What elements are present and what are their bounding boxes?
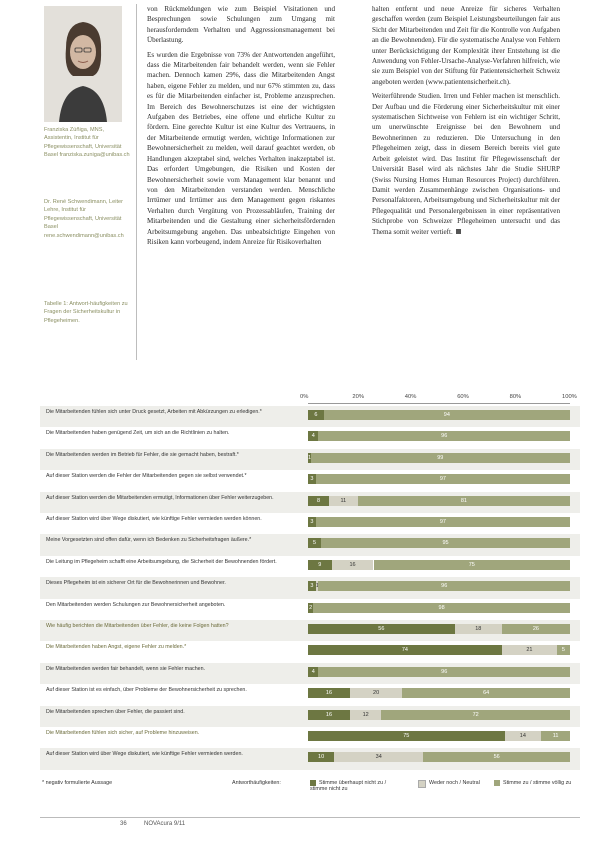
bar-segment-neutral: 34: [334, 752, 423, 762]
legend-item-disagree: Stimme überhaupt nicht zu / stimme nicht zu: [310, 780, 387, 792]
col1-paragraph-2: Es wurden die Ergebnisse von 73% der Antwortenden angeführt, dass die Mitarbeitenden fair behandelt werden, wenn sie Fehler machen. Dennoch kamen 29%, dass die Mitarbeitenden Angst haben, eigene Fehler zu melden, und nur 67% stimmten zu, dass es für die Mitarbeitenden einfacher ist, Probleme anzusprechen. Im Bereich des Bewohnerschutzes ist eine der wichtigsten Aufgaben des Betriebes, eine offene und ehrliche Kultur zu fördern. Eine gerechte Kultur ist eine Kultur des Vertrauens, in der Mitarbeitende ermutigt werden, wichtige Informationen zur Bewohnersicherheit zu melden, weil darauf geachtet werden, ob Handlungen akzeptabel sind, welches Verhalten inakzeptabel ist. Das erfordert Umgebungen, die Risiken und Kosten der Bewohnersicherheit sowie vom Management klar benannt und von den Mitarbeitenden verstanden werden. Menschliche Irrtümer und Irrtümer aus dem Management gegen riskantes Verhalten durch Vergütung von Prozessabläufen, Training der Mitarbeitenden und die Gestaltung einer sicherheitsfördernden Arbeitsumgebung angehen. Das unbeabsichtigte Eingehen von Risiken kann vorbeugend, indem Anreize für Risikoverhalten: [147, 50, 335, 246]
legend-label: Antworthäufigkeiten:: [232, 780, 281, 786]
bar-segment-disagree: 10: [308, 752, 334, 762]
portrait-image: [44, 6, 122, 122]
question-label: Auf dieser Station wird über Wege diskutiert, wie künftige Fehler vermieden werden.: [46, 751, 243, 758]
bar-segment-agree: 99: [311, 453, 570, 463]
magazine-name: NOVAcura 9/11: [144, 821, 186, 827]
stacked-bar: [308, 603, 570, 613]
bar-segment-neutral: 12: [350, 710, 381, 720]
bar-segment-agree: 96: [318, 581, 570, 591]
bar-segment-neutral: 11: [329, 496, 358, 506]
legend-swatch-neutral: [418, 780, 426, 788]
stacked-bar: [308, 581, 570, 591]
bar-segment-agree: 98: [313, 603, 570, 613]
legend-item-neutral: Weder noch / Neutral: [418, 780, 488, 788]
bar-segment-neutral: 21: [502, 645, 557, 655]
bar-segment-disagree: 8: [308, 496, 329, 506]
bar-segment-neutral: 16: [332, 560, 374, 570]
question-label: Wie häufig berichten die Mitarbeitenden über Fehler, die keine Folgen hatten?: [46, 623, 229, 629]
bar-segment-agree: 94: [324, 410, 570, 420]
axis-tick-label: 0%: [300, 394, 309, 400]
legend-swatch-agree: [494, 780, 500, 786]
stacked-bar: [308, 752, 570, 762]
bar-segment-disagree: 4: [308, 667, 318, 677]
stacked-bar: [308, 645, 570, 655]
bar-segment-agree: 75: [374, 560, 571, 570]
bar-segment-disagree: 56: [308, 624, 455, 634]
bar-segment-agree: 72: [381, 710, 570, 720]
text-column-1: [147, 4, 335, 247]
stacked-bar: [308, 710, 570, 720]
bar-segment-agree: 95: [321, 538, 570, 548]
bar-segment-disagree: 3: [308, 474, 316, 484]
col2-paragraph-2: [372, 91, 560, 237]
author-photo: [44, 6, 122, 122]
question-label: Den Mitarbeitenden werden Schulungen zur Bewohnersicherheit angeboten.: [46, 601, 226, 608]
question-label: Auf dieser Station werden die Fehler der Mitarbeitenden gegen sie selbst verwendet.*: [46, 473, 247, 480]
bar-segment-disagree: 75: [308, 731, 505, 741]
bar-segment-disagree: 74: [308, 645, 502, 655]
safety-culture-chart: [40, 372, 580, 780]
bar-segment-disagree: 4: [308, 431, 318, 441]
question-label: Die Mitarbeitenden werden fair behandelt, wenn sie Fehler machen.: [46, 665, 205, 672]
bar-segment-agree: 96: [318, 431, 570, 441]
col1-paragraph-1: von Rückmeldungen wie zum Beispiel Visitationen und Besprechungen sowie Schulungen zum Umgang mit herausforderndem Verhalten und Aggressionsmanagement bei Überlastung.: [147, 5, 335, 45]
bar-segment-disagree: 16: [308, 710, 350, 720]
table-caption: Tabelle 1: Antwort-häufigkeiten zu Fragen der Sicherheitskultur in Pflegeheimen.: [44, 301, 128, 324]
page-footer: [40, 817, 580, 832]
bar-segment-disagree: 6: [308, 410, 324, 420]
bar-segment-agree: 97: [316, 517, 570, 527]
col2-paragraph-2-text: Weiterführende Studien. Irren und Fehler machen ist menschlich. Der Aufbau und die Förderung einer Sicherheitskultur mit einer systematischen Sichtweise von Fehlern ist ein wichtiger Schritt, um unerwünschte Ereignisse bei den Bewohnern und Bewohnerinnen zu reduzieren. Die Untersuchung in den Pflegeheimen zeigt, dass in diesem Bereich bereits viel gute Arbeit geleistet wird. Das Institut für Pflegewissenschaft der Universität Basel wird als nächstes Jahr die Studie SHURP (Swiss Nursing Homes Human Resources Project) durchführen. Damit werden Zusammenhänge zwischen Organisations- und Personalfaktoren, Arbeitsumgebung und Sicherheitskultur mit der Pflegequalität und Personalergebnissen in einer repräsentativen Stichprobe von Schweizer Pflegeheimen untersucht und das Thema somit weiter vertieft.: [372, 92, 560, 236]
legend-note: * negativ formulierte Aussage: [42, 780, 113, 786]
author1-caption: Franziska Zúñiga, MNS, Assistentin, Institut für Pflegewissenschaft, Universität Basel franziska.zuniga@unibas.ch: [44, 127, 130, 159]
question-label: Auf dieser Station ist es einfach, über Probleme der Bewohnersicherheit zu sprechen.: [46, 687, 247, 694]
legend-item-agree: Stimme zu / stimme völlig zu: [494, 780, 578, 786]
col2-paragraph-1: halten entfernt und neue Anreize für sicheres Verhalten geschaffen werden (zum Beispiel Leistungsbeurteilungen fair aus Sicht der Mitarbeitenden und Zeit für die Kontrolle von Aufgaben an die Bewohnenden). Für die systematische Analyse von Fehlern unter Berücksichtigung der Komplexität ihrer Entstehung ist die Anwendung von Fehler-Ursache-Analyse-Verfahren hilfreich, wie sie zum Beispiel von der Stiftung für Patientensicherheit Schweiz angeboten werden (www.patientensicherheit.ch).: [372, 5, 560, 86]
bar-segment-agree: 96: [318, 667, 570, 677]
bar-segment-agree: 56: [423, 752, 570, 762]
column-divider: [136, 4, 137, 360]
bar-segment-disagree: 3: [308, 517, 316, 527]
stacked-bar: [308, 431, 570, 441]
axis-tick-label: 20%: [352, 394, 364, 400]
axis-tick-label: 60%: [457, 394, 469, 400]
bar-segment-agree: 5: [557, 645, 570, 655]
stacked-bar: [308, 453, 570, 463]
axis-tick-label: 40%: [404, 394, 417, 400]
bar-segment-agree: 11: [541, 731, 570, 741]
axis-tick-label: 80%: [509, 394, 522, 400]
stacked-bar: [308, 560, 570, 570]
axis-tick-label: 100%: [562, 394, 577, 400]
chart-legend: [40, 780, 580, 802]
bar-segment-disagree: 1: [308, 454, 312, 461]
stacked-bar: [308, 496, 570, 506]
stacked-bar: [308, 667, 570, 677]
question-label: Meine Vorgesetzten sind offen dafür, wenn ich Bedenken zu Sicherheitsfragen äußere.*: [46, 537, 252, 544]
text-column-2: [372, 4, 560, 237]
question-label: Die Mitarbeitenden fühlen sich unter Druck gesetzt, Arbeiten mit Abkürzungen zu erledigen.*: [46, 409, 262, 415]
bar-segment-disagree: 3: [308, 581, 316, 591]
bar-segment-neutral: 1: [315, 583, 319, 590]
stacked-bar: [308, 474, 570, 484]
bar-segment-neutral: 18: [455, 624, 502, 634]
bar-segment-neutral: 20: [350, 688, 402, 698]
stacked-bar: [308, 538, 570, 548]
end-of-article-icon: [456, 229, 461, 234]
stacked-bar: [308, 624, 570, 634]
bar-segment-disagree: 16: [308, 688, 350, 698]
question-label: Die Mitarbeitenden fühlen sich sicher, auf Probleme hinzuweisen.: [46, 730, 200, 736]
bar-segment-neutral: 14: [505, 731, 542, 741]
stacked-bar: [308, 517, 570, 527]
axis-line: [308, 403, 570, 404]
bar-segment-agree: 26: [502, 624, 570, 634]
question-label: Die Mitarbeitenden werden im Betrieb für Fehler, die sie gemacht haben, bestraft.*: [46, 451, 239, 458]
bar-segment-agree: 97: [316, 474, 570, 484]
stacked-bar: [308, 410, 570, 420]
question-label: Dieses Pflegeheim ist ein sicherer Ort für die Bewohnerinnen und Bewohner.: [46, 580, 226, 587]
question-label: Die Mitarbeitenden haben Angst, eigene Fehler zu melden.*: [46, 644, 187, 651]
bar-segment-disagree: 9: [308, 560, 332, 570]
stacked-bar: [308, 688, 570, 698]
bar-segment-agree: 81: [358, 496, 570, 506]
question-label: Die Mitarbeitenden haben genügend Zeit, um sich an die Richtlinien zu halten.: [46, 430, 230, 437]
bar-segment-disagree: 5: [308, 538, 321, 548]
stacked-bar: [308, 731, 570, 741]
question-label: Auf dieser Station wird über Wege diskutiert, wie künftige Fehler vermieden werden können.: [46, 516, 262, 522]
question-label: Die Mitarbeitenden sprechen über Fehler, die passiert sind.: [46, 708, 185, 715]
question-label: Auf dieser Station werden die Mitarbeitenden ermutigt, Informationen über Fehler weiterzugeben.: [46, 494, 274, 501]
bar-segment-agree: 64: [402, 688, 570, 698]
question-label: Die Leitung im Pflegeheim schafft eine Arbeitsumgebung, die Sicherheit der Bewohnenden fördert.: [46, 558, 277, 565]
bar-segment-disagree: 2: [309, 604, 313, 611]
author2-caption: Dr. René Schwendimann, Leiter Lehre, Institut für Pflegewissenschaft, Universität Basel rene.schwendimann@unibas.ch: [44, 199, 124, 239]
page-number: 36: [120, 821, 127, 827]
